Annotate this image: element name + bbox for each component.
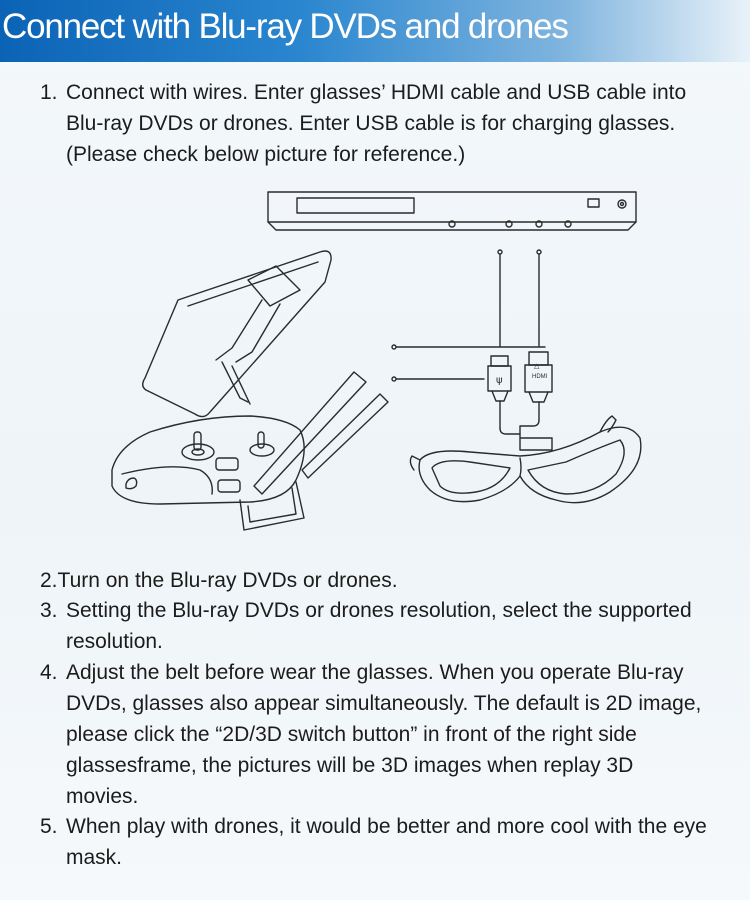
step-4 <box>40 657 710 812</box>
cable-joint <box>500 428 552 450</box>
vr-glasses-illustration <box>410 416 640 503</box>
drone-controller-illustration <box>112 251 388 530</box>
step-number: 3. <box>40 599 58 622</box>
usb-icon: ψ <box>496 375 503 386</box>
step-number: 5. <box>40 815 58 838</box>
step-number: 4. <box>40 661 58 684</box>
bluray-player-illustration <box>268 192 636 230</box>
step-2 <box>40 565 710 596</box>
step-5 <box>40 811 710 873</box>
step-text: When play with drones, it would be better and more cool with the eye mask. <box>66 815 707 869</box>
player-cables <box>498 250 541 346</box>
hdmi-label: HDMI <box>532 374 548 380</box>
step-number: 2. <box>40 569 58 592</box>
step-number: 1. <box>40 81 58 104</box>
leader-lines <box>392 345 545 381</box>
step-3 <box>40 595 710 657</box>
usb-connector-illustration <box>488 356 511 428</box>
step-text: Setting the Blu-ray DVDs or drones resolution, select the supported resolution. <box>66 599 692 653</box>
step-text: Turn on the Blu-ray DVDs or drones. <box>57 569 398 592</box>
page-title: Connect with Blu-ray DVDs and drones <box>2 7 568 46</box>
hdmi-arrow-icon: △ <box>534 362 540 370</box>
step-text: Adjust the belt before wear the glasses. When you operate Blu-ray DVDs, glasses also appear simultaneously. The default is 2D image, please click the “2D/3D switch button” in front of the right side glassesframe, the pictures will be 3D images when replay 3D movies. <box>66 661 702 808</box>
step-text: Connect with wires. Enter glasses’ HDMI cable and USB cable into Blu-ray DVDs or drones. Enter USB cable is for charging glasses. (Please check below picture for reference.) <box>66 81 687 166</box>
